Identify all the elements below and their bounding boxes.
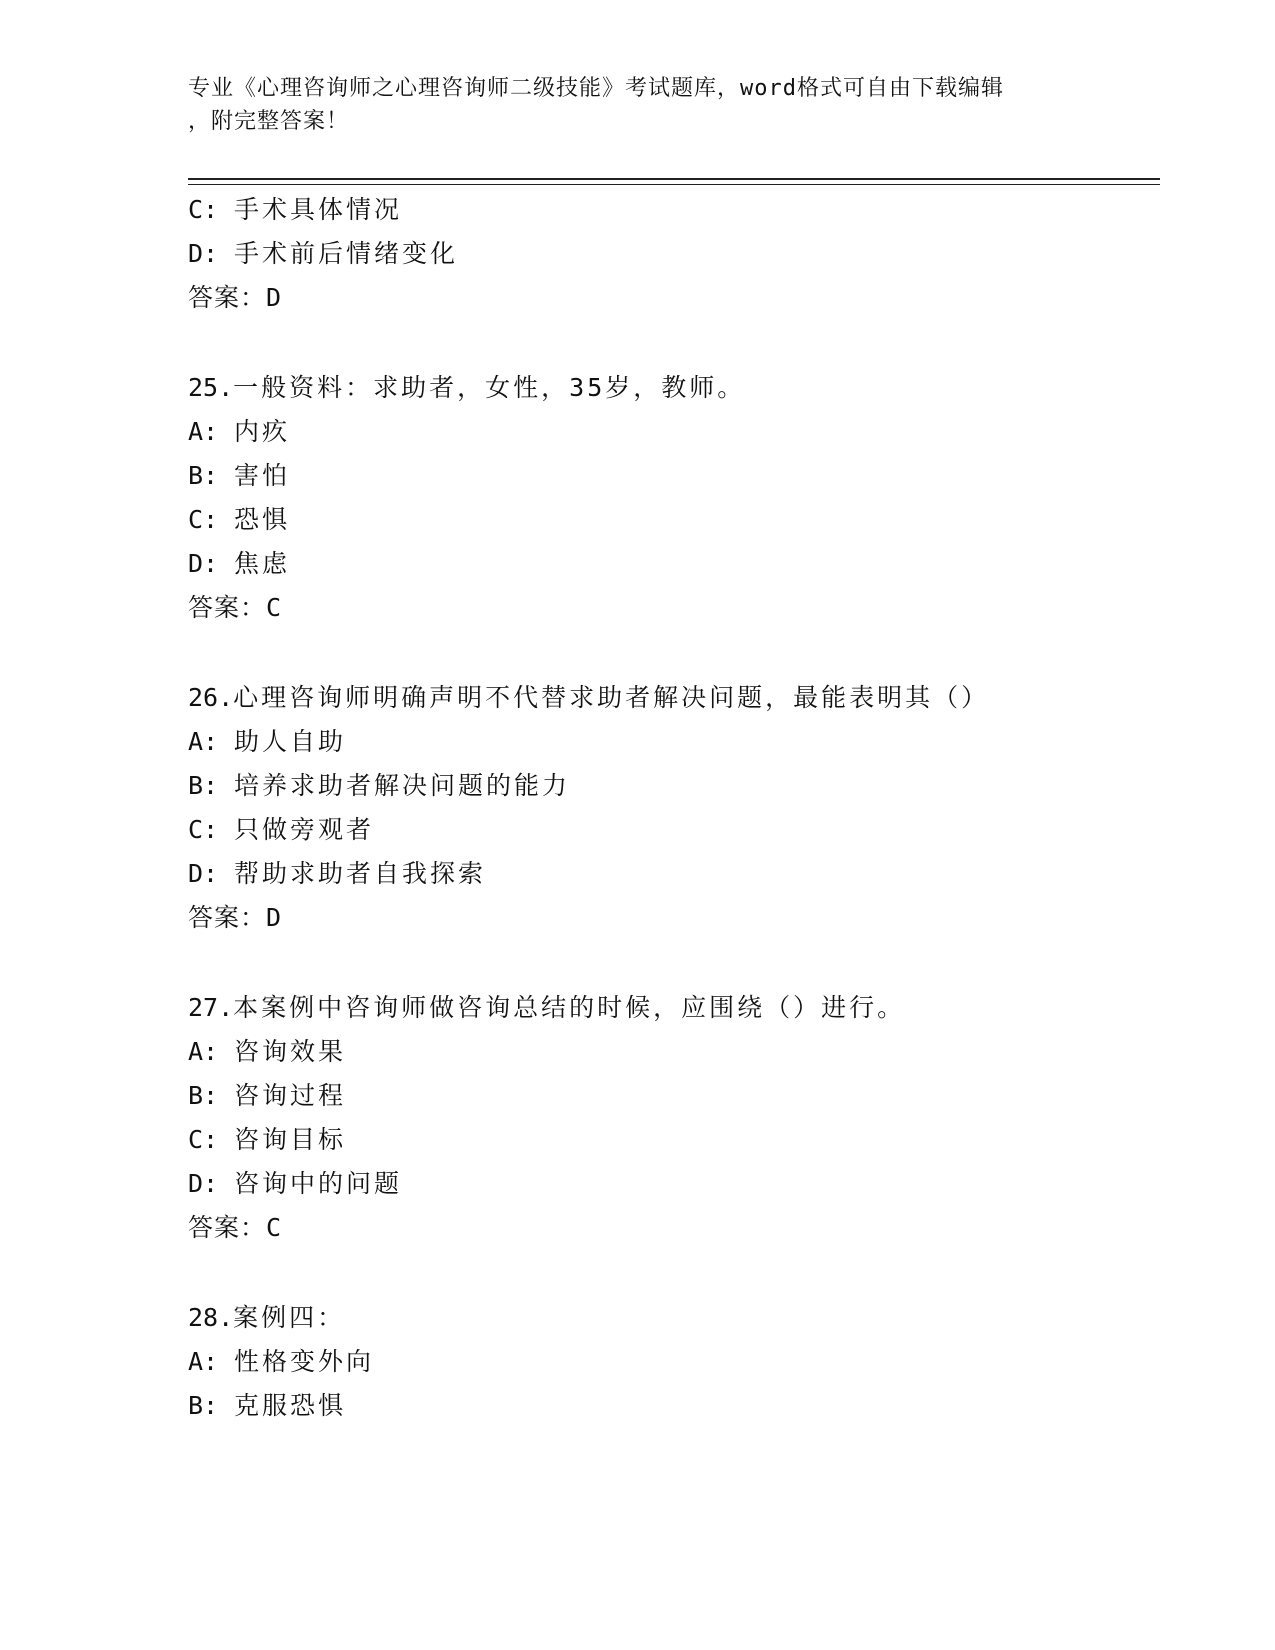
header-divider-thin [188,184,1160,185]
option-line [188,1390,346,1422]
option-text: 恐惧 [234,505,291,534]
option-letter: D: [188,549,219,578]
option-letter: A: [188,417,219,446]
question-number: 25. [188,373,234,402]
option-letter: B: [188,771,219,800]
question-stem [188,1302,345,1334]
option-line [188,194,402,226]
option-line [188,814,374,846]
option-line [188,504,290,536]
option-line [188,1036,346,1068]
answer-label: 答案： [188,1213,267,1242]
answer-line [188,282,282,314]
option-line [188,1124,346,1156]
answer-line [188,592,282,624]
option-text: 咨询目标 [234,1125,347,1154]
option-text: 咨询中的问题 [234,1169,403,1198]
question-text: 案例四： [233,1303,346,1332]
option-text: 害怕 [234,461,291,490]
option-letter: C: [188,815,219,844]
option-text: 咨询过程 [234,1081,347,1110]
option-text: 焦虑 [234,549,291,578]
option-text: 手术前后情绪变化 [234,239,459,268]
option-text: 克服恐惧 [234,1391,347,1420]
answer-value: D [266,283,283,312]
option-line [188,460,290,492]
question-number: 28. [188,1303,234,1332]
question-text: 心理咨询师明确声明不代替求助者解决问题，最能表明其（） [233,683,990,712]
answer-line [188,902,282,934]
option-text: 咨询效果 [234,1037,347,1066]
question-number: 26. [188,683,234,712]
answer-value: D [266,903,283,932]
option-line [188,770,570,802]
answer-line [188,1212,282,1244]
question-text: 本案例中咨询师做咨询总结的时候，应围绕（）进行。 [233,993,906,1022]
option-text: 助人自助 [234,727,347,756]
option-text: 手术具体情况 [234,195,403,224]
option-letter: D: [188,1169,219,1198]
question-text: 一般资料：求助者，女性，35岁，教师。 [233,373,746,402]
option-line [188,1080,346,1112]
option-letter: D: [188,239,219,268]
question-stem [188,372,745,404]
option-text: 内疚 [234,417,291,446]
answer-label: 答案： [188,903,267,932]
question-stem [188,682,989,714]
option-line [188,548,290,580]
answer-value: C [266,593,283,622]
answer-label: 答案： [188,283,267,312]
document-header [188,72,1068,138]
option-line [188,416,290,448]
option-letter: C: [188,1125,219,1154]
option-letter: B: [188,1081,219,1110]
option-text: 只做旁观者 [234,815,375,844]
option-letter: D: [188,859,219,888]
option-line [188,858,486,890]
option-letter: C: [188,195,219,224]
option-letter: B: [188,1391,219,1420]
option-line [188,238,458,270]
option-letter: A: [188,1347,219,1376]
option-letter: B: [188,461,219,490]
question-stem [188,992,905,1024]
header-line-2: ，附完整答案！ [188,109,350,134]
answer-label: 答案： [188,593,267,622]
header-line-1: 专业《心理咨询师之心理咨询师二级技能》考试题库，word格式可自由下载编辑 [188,76,1004,101]
answer-value: C [266,1213,283,1242]
header-divider-thick [188,178,1160,180]
question-number: 27. [188,993,234,1022]
option-letter: A: [188,1037,219,1066]
option-text: 帮助求助者自我探索 [234,859,487,888]
option-letter: A: [188,727,219,756]
option-line [188,1168,402,1200]
option-line [188,1346,374,1378]
option-line [188,726,346,758]
option-text: 性格变外向 [234,1347,375,1376]
option-letter: C: [188,505,219,534]
option-text: 培养求助者解决问题的能力 [234,771,571,800]
